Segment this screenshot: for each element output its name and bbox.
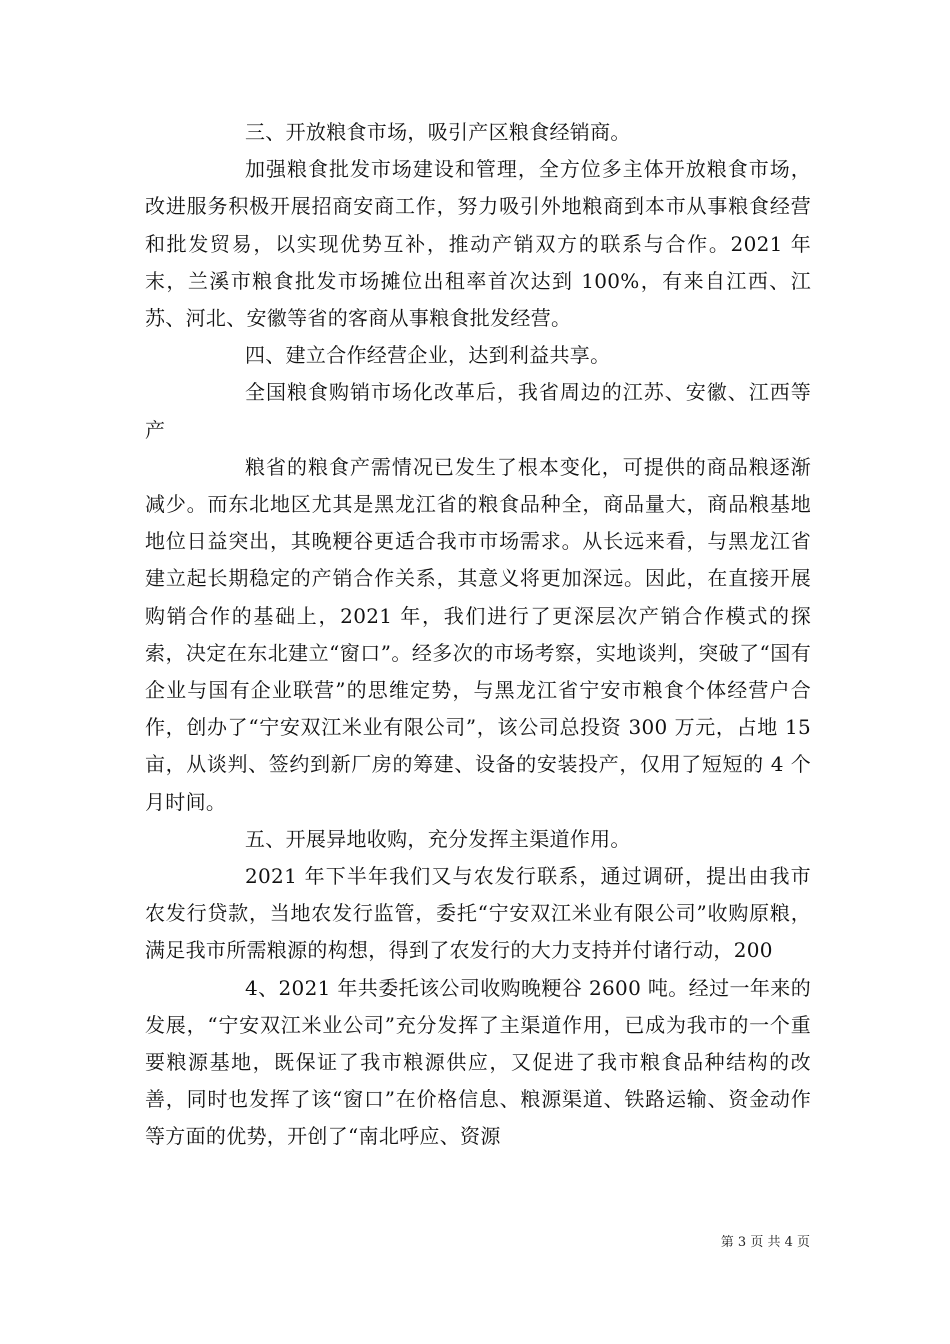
section-heading-5: 五、开展异地收购，充分发挥主渠道作用。 — [245, 826, 631, 851]
section-heading-3: 三、开放粮食市场，吸引产区粮食经销商。 — [245, 120, 631, 144]
paragraph-reform: 全国粮食购销市场化改革后，我省周边的江苏、安徽、江西等产 — [145, 380, 811, 442]
paragraph-bank: 2021 年下半年我们又与农发行联系，通过调研，提出由我市农发行贷款，当地农发行监管，委托“宁安双江米业有限公司”收购原粮，满足我市所需粮源的构想，得到了农发行的大力支持并付诸行动，200 — [145, 864, 811, 963]
paragraph-market: 加强粮食批发市场建设和管理，全方位多主体开放粮食市场，改进服务积极开展招商安商工作，努力吸引外地粮商到本市从事粮食经营和批发贸易，以实现优势互补，推动产销双方的联系与合作。2021 年末，兰溪市粮食批发市场摊位出租率首次达到 100%，有来自江西、江苏、河北、安徽等省的客商从事粮食批发经营。 — [145, 157, 811, 331]
page-number: 第 3 页 共 4 页 — [720, 1235, 810, 1250]
section-heading-4: 四、建立合作经营企业，达到利益共享。 — [245, 343, 611, 368]
document-body — [145, 114, 811, 1156]
paragraph-cooperation: 粮省的粮食产需情况已发生了根本变化，可提供的商品粮逐渐减少。而东北地区尤其是黑龙江省的粮食品种全，商品量大，商品粮基地地位日益突出，其晚粳谷更适合我市市场需求。从长远来看，与黑龙江省建立起长期稳定的产销合作关系，其意义将更加深远。因此，在直接开展购销合作的基础上，2021 年，我们进行了更深层次产销合作模式的探索，决定在东北建立“窗口”。经多次的市场考察，实地谈判，突破了“国有企业与国有企业联营”的思维定势，与黑龙江省宁安市粮食个体经营户合作，创办了“宁安双江米业有限公司”，该公司总投资 300 万元，占地 15 亩，从谈判、签约到新厂房的筹建、设备的安装投产，仅用了短短的 4 个月时间。 — [145, 454, 811, 814]
paragraph-purchase: 4、2021 年共委托该公司收购晚粳谷 2600 吨。经过一年来的发展，“宁安双江米业公司”充分发挥了主渠道作用，已成为我市的一个重要粮源基地，既保证了我市粮源供应，又促进了我市粮食品种结构的改善，同时也发挥了该“窗口”在价格信息、粮源渠道、铁路运输、资金动作等方面的优势，开创了“南北呼应、资源 — [145, 975, 811, 1149]
